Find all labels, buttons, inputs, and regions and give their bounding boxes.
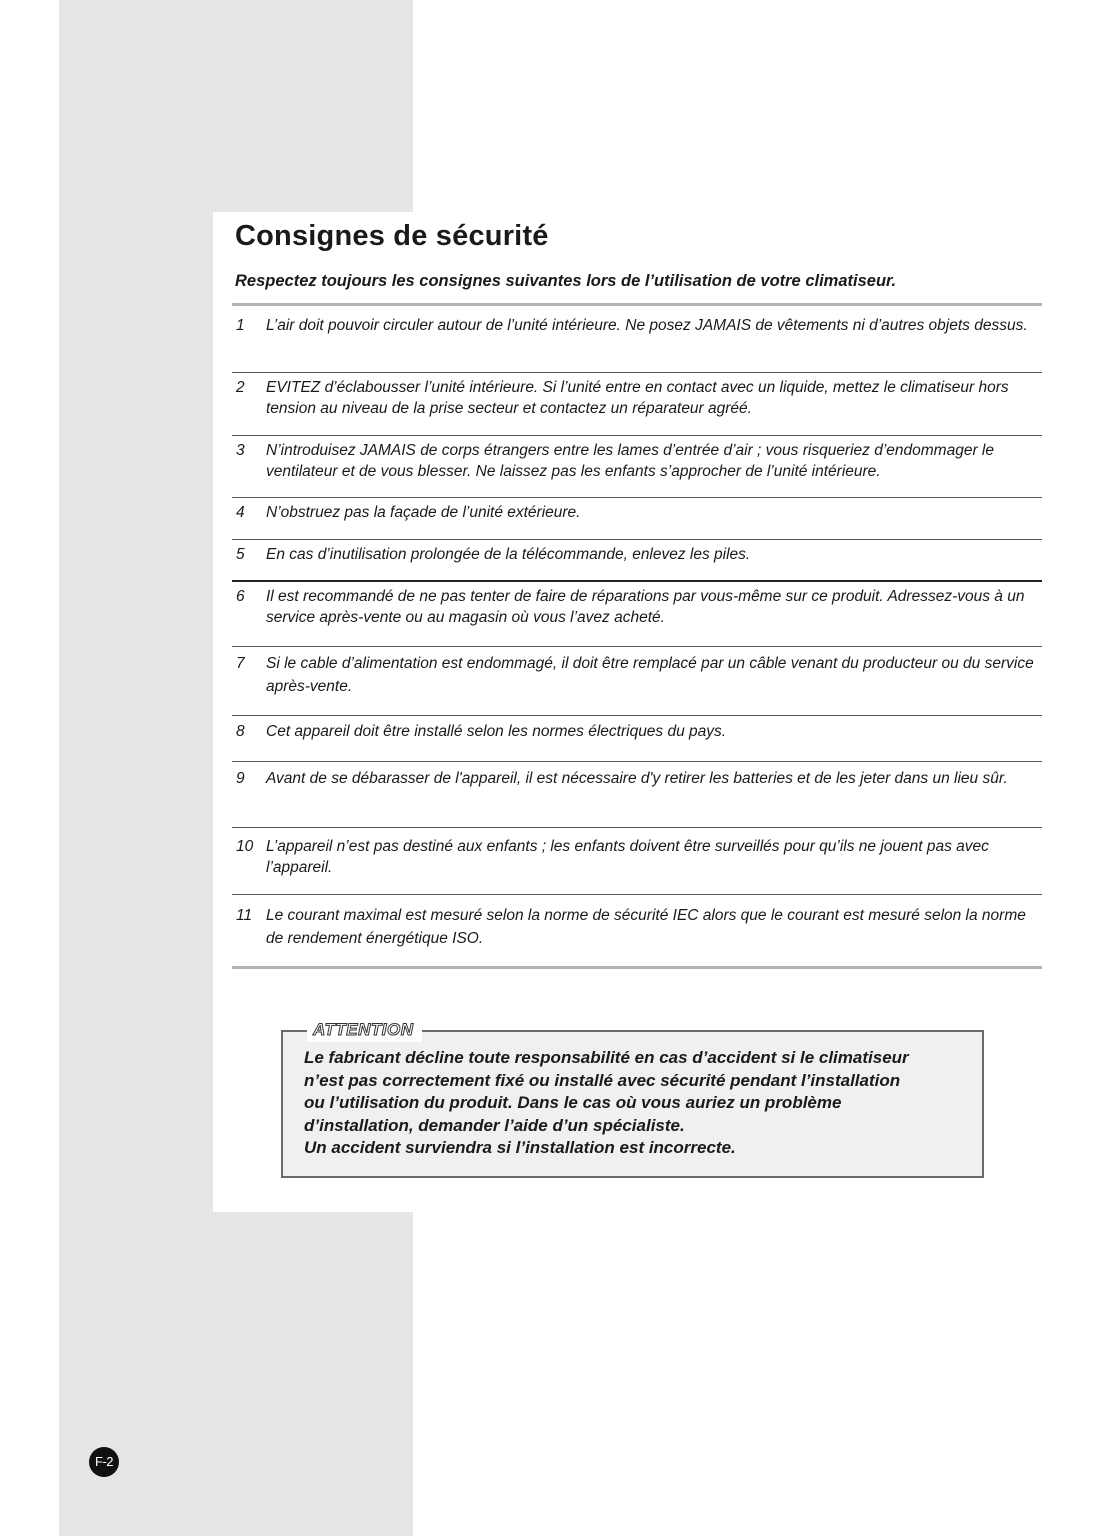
safety-item-5 [232, 544, 1042, 565]
item-text: L’appareil n’est pas destiné aux enfants ; les enfants doivent être surveillés pour qu’ils ne jouent pas avec l’appareil. [266, 838, 989, 876]
attention-text [304, 1047, 984, 1160]
page-title: Consignes de sécurité [235, 220, 549, 252]
bottom-rule [232, 966, 1042, 969]
safety-item-1 [232, 315, 1042, 336]
item-number: 4 [236, 504, 245, 521]
page-number-badge: F-2 [89, 1447, 119, 1477]
item-text: EVITEZ d’éclabousser l’unité intérieure. Si l’unité entre en contact avec un liquide, mettez le climatiseur hors tension au niveau de la prise secteur et contactez un réparateur agréé. [266, 379, 1009, 417]
safety-item-9 [232, 767, 1042, 790]
attention-line: ou l’utilisation du produit. Dans le cas où vous auriez un problème [304, 1093, 842, 1112]
safety-item-10 [232, 836, 1042, 878]
attention-box [281, 1020, 984, 1178]
safety-item-4 [232, 502, 1042, 523]
item-text: Il est recommandé de ne pas tenter de faire de réparations par vous-même sur ce produit. Adressez-vous à un service après-vente ou au magasin où vous l’avez acheté. [266, 588, 1025, 626]
item-text: En cas d’inutilisation prolongée de la télécommande, enlevez les piles. [266, 546, 751, 563]
item-number: 9 [236, 770, 245, 787]
item-number: 3 [236, 442, 245, 459]
item-text: Avant de se débarasser de l'appareil, il est nécessaire d'y retirer les batteries et de les jeter dans un lieu sûr. [266, 770, 1008, 787]
item-separator [232, 715, 1042, 716]
item-number: 2 [236, 379, 245, 396]
item-separator [232, 761, 1042, 762]
item-separator [232, 646, 1042, 647]
item-number: 5 [236, 546, 245, 563]
item-text: Cet appareil doit être installé selon les normes électriques du pays. [266, 723, 727, 740]
safety-item-6 [232, 586, 1042, 628]
item-number: 1 [236, 317, 245, 334]
attention-line: d’installation, demander l’aide d’un spécialiste. [304, 1115, 685, 1135]
item-number: 8 [236, 723, 245, 740]
attention-line: Un accident surviendra si l’installation est incorrecte. [304, 1138, 736, 1157]
item-number: 6 [236, 588, 245, 605]
safety-item-7 [232, 652, 1042, 698]
safety-item-2 [232, 377, 1042, 419]
item-separator [232, 435, 1042, 436]
safety-item-8 [232, 721, 1042, 742]
item-text: Le courant maximal est mesuré selon la norme de sécurité IEC alors que le courant est mesuré selon la norme de rendement énergétique ISO. [266, 907, 1026, 947]
page-subtitle: Respectez toujours les consignes suivantes lors de l’utilisation de votre climatiseur. [235, 272, 897, 290]
item-text: N’obstruez pas la façade de l’unité extérieure. [266, 504, 581, 521]
attention-line: n’est pas correctement fixé ou installé avec sécurité pendant l’installation [304, 1070, 901, 1090]
item-text: Si le cable d’alimentation est endommagé, il doit être remplacé par un câble venant du producteur ou du service après-vente. [266, 655, 1034, 695]
item-separator [232, 497, 1042, 498]
item-number: 7 [236, 655, 245, 672]
item-separator [232, 580, 1042, 582]
top-rule [232, 303, 1042, 306]
attention-label: ATTENTION [307, 1018, 422, 1042]
safety-content [213, 212, 1098, 1212]
item-separator [232, 894, 1042, 895]
item-separator [232, 539, 1042, 540]
safety-item-3 [232, 440, 1042, 482]
item-text: L’air doit pouvoir circuler autour de l’unité intérieure. Ne posez JAMAIS de vêtements ni d’autres objets dessus. [266, 317, 1028, 334]
item-number: 10 [236, 838, 254, 855]
safety-item-11 [232, 904, 1042, 950]
item-number: 11 [236, 907, 253, 924]
item-text: N’introduisez JAMAIS de corps étrangers entre les lames d’entrée d’air ; vous risqueriez d’endommager le ventilateur et de vous blesser. Ne laissez pas les enfants s’approcher de l’unité intérieure. [266, 442, 994, 480]
item-separator [232, 827, 1042, 828]
attention-line: Le fabricant décline toute responsabilité en cas d’accident si le climatiseur [304, 1048, 909, 1067]
item-separator [232, 372, 1042, 373]
